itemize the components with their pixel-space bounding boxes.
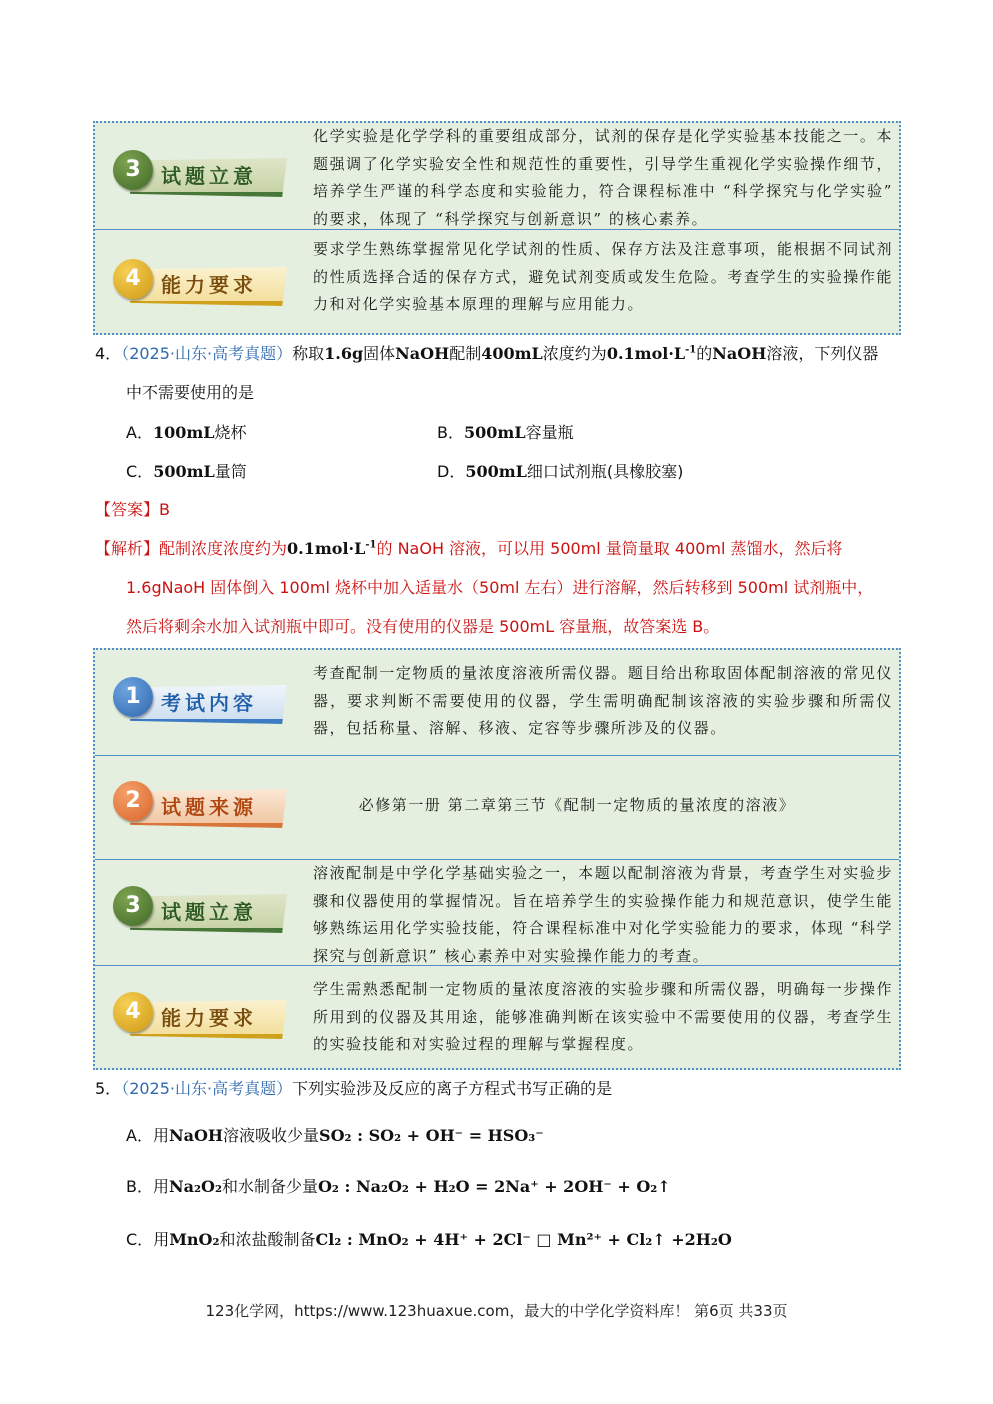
annotation-text: 必修第一册 第二章第三节《配制一定物质的量浓度的溶液》 xyxy=(358,796,796,814)
option-reagent: Na₂O₂ xyxy=(169,1177,222,1196)
stem-text: 溶液，下列仪器 xyxy=(766,344,879,363)
label-badge xyxy=(113,675,288,729)
option-key: B． xyxy=(437,423,464,442)
analysis-exponent: -1 xyxy=(365,539,377,551)
number-circle: 4 xyxy=(113,992,153,1032)
label-badge xyxy=(113,884,288,938)
option-key: C． xyxy=(126,1230,154,1249)
analysis-label: 【解析】 xyxy=(95,539,160,558)
option-text: 细口试剂瓶(具橡胶塞) xyxy=(526,462,684,481)
annotation-box-q4 xyxy=(93,648,901,1070)
label-badge xyxy=(113,257,288,311)
annotation-row-ability xyxy=(95,966,899,1070)
option-key: A． xyxy=(126,1126,153,1145)
stem-volume: 400mL xyxy=(481,344,543,363)
number-circle: 4 xyxy=(113,259,153,299)
number-circle: 2 xyxy=(113,781,153,821)
option-volume: 500mL xyxy=(463,423,526,442)
option-text: 用 xyxy=(152,1177,169,1196)
option-text: 用 xyxy=(153,1230,170,1249)
option-text: 和浓盐酸制备 xyxy=(219,1230,316,1249)
q5-option-c[interactable] xyxy=(126,1230,732,1250)
stem-text: 的 xyxy=(696,344,713,363)
label-text: 能力要求 xyxy=(161,1006,257,1030)
option-volume: 500mL xyxy=(465,462,527,481)
page-footer: 123化学网，https://www.123huaxue.com，最大的中学化学资料库！ 第6页 共33页 xyxy=(205,1302,788,1320)
label-badge xyxy=(113,990,288,1044)
annotation-row-intent xyxy=(95,123,899,229)
stem-formula: NaOH xyxy=(712,344,767,363)
q5-option-b[interactable] xyxy=(126,1177,671,1197)
stem-text: 配制 xyxy=(449,344,482,363)
answer-value: B xyxy=(159,500,170,519)
q4-option-c[interactable] xyxy=(126,462,247,482)
analysis-concentration: 0.1mol·L xyxy=(287,539,366,558)
option-volume: 100mL xyxy=(152,423,215,442)
stem-formula: NaOH xyxy=(395,344,450,363)
number-circle: 3 xyxy=(113,150,153,190)
label-badge xyxy=(113,148,288,202)
option-text: 烧杯 xyxy=(214,423,247,442)
option-text: 溶液吸收少量 xyxy=(223,1126,320,1145)
q4-option-d[interactable] xyxy=(437,462,683,482)
annotation-row-source xyxy=(95,756,899,859)
q4-analysis-line3: 然后将剩余水加入试剂瓶中即可。没有使用的仪器是 500mL 容量瓶，故答案选 B。 xyxy=(126,617,720,636)
q4-option-a[interactable] xyxy=(126,423,247,443)
label-text: 试题立意 xyxy=(161,900,257,924)
label-badge xyxy=(113,779,288,833)
option-text: 量筒 xyxy=(214,462,247,481)
q4-analysis-line1 xyxy=(95,539,843,559)
option-key: A． xyxy=(126,423,153,442)
stem-concentration: 0.1mol·L xyxy=(606,344,686,363)
annotation-row-ability xyxy=(95,230,899,335)
annotation-box-q3 xyxy=(93,121,901,335)
annotation-text: 化学实验是化学学科的重要组成部分，试剂的保存是化学实验基本技能之一。本题强调了化学实验安全性和规范性的重要性，引导学生重视化学实验操作细节，培养学生严谨的科学态度和实验能力，符合课程标准中 “科学探究与化学实验” 的要求，体现了 “科学探究与创新意识” 的核心素养。 xyxy=(313,127,893,228)
label-text: 试题来源 xyxy=(161,795,257,819)
option-text: 用 xyxy=(152,1126,169,1145)
question-source: （2025·山东·高考真题） xyxy=(121,1079,293,1098)
annotation-row-intent xyxy=(95,860,899,965)
option-text: 容量瓶 xyxy=(525,423,574,442)
option-key: C． xyxy=(126,462,154,481)
label-text: 试题立意 xyxy=(161,164,257,188)
q4-option-b[interactable] xyxy=(437,423,574,443)
question-number: 4． xyxy=(95,344,122,363)
label-text: 能力要求 xyxy=(161,273,257,297)
q5-stem xyxy=(95,1079,612,1099)
stem-text: 称取 xyxy=(292,344,325,363)
stem-text: 固体 xyxy=(363,344,396,363)
stem-text: 下列实验涉及反应的离子方程式书写正确的是 xyxy=(292,1079,613,1098)
stem-text: 浓度约为 xyxy=(542,344,607,363)
q4-stem-line1 xyxy=(95,344,878,364)
annotation-row-content xyxy=(95,650,899,755)
q4-answer xyxy=(95,500,170,520)
number-circle: 1 xyxy=(113,677,153,717)
option-key: D． xyxy=(437,462,466,481)
q5-option-a[interactable] xyxy=(126,1126,544,1146)
analysis-text: 的 NaOH 溶液，可以用 500ml 量筒量取 400ml 蒸馏水，然后将 xyxy=(376,539,843,558)
question-source: （2025·山东·高考真题） xyxy=(121,344,293,363)
label-text: 考试内容 xyxy=(161,691,257,715)
annotation-text: 考查配制一定物质的量浓度溶液所需仪器。题目给出称取固体配制溶液的常见仪器，要求判断不需要使用的仪器，学生需明确配制该溶液的实验步骤和所需仪器，包括称量、溶解、移液、定容等步骤所涉及的仪器。 xyxy=(313,664,893,737)
option-equation: Cl₂ : MnO₂ + 4H⁺ + 2Cl⁻ □ Mn²⁺ + Cl₂↑ +2H₂O xyxy=(315,1230,732,1249)
option-volume: 500mL xyxy=(153,462,215,481)
analysis-text: 配制浓度浓度约为 xyxy=(159,539,288,558)
q4-stem-line2: 中不需要使用的是 xyxy=(126,383,255,402)
annotation-text: 学生需熟悉配制一定物质的量浓度溶液的实验步骤和所需仪器，明确每一步操作所用到的仪器及其用途，能够准确判断在该实验中不需要使用的仪器，考查学生的实验技能和对实验过程的理解与掌握程度。 xyxy=(313,980,893,1053)
stem-exponent: -1 xyxy=(685,344,697,356)
option-reagent: NaOH xyxy=(168,1126,224,1145)
number-circle: 3 xyxy=(113,886,153,926)
option-equation: SO₂ : SO₂ + OH⁻ = HSO₃⁻ xyxy=(319,1126,544,1145)
option-key: B． xyxy=(126,1177,153,1196)
annotation-text: 要求学生熟练掌握常见化学试剂的性质、保存方法及注意事项，能根据不同试剂的性质选择合适的保存方式，避免试剂变质或发生危险。考查学生的实验操作能力和对化学实验基本原理的理解与应用能力。 xyxy=(313,240,893,313)
option-reagent: MnO₂ xyxy=(169,1230,220,1249)
option-text: 和水制备少量 xyxy=(221,1177,318,1196)
option-equation: O₂ : Na₂O₂ + H₂O = 2Na⁺ + 2OH⁻ + O₂↑ xyxy=(317,1177,671,1196)
answer-label: 【答案】 xyxy=(95,500,160,519)
annotation-text: 溶液配制是中学化学基础实验之一，本题以配制溶液为背景，考查学生对实验步骤和仪器使用的掌握情况。旨在培养学生的实验操作能力和规范意识，使学生能够熟练运用化学实验技能，符合课程标准中对化学实验能力的要求，体现 “科学探究与创新意识” 核心素养中对实验操作能力的考查。 xyxy=(313,864,893,965)
q4-analysis-line2: 1.6gNaoH 固体倒入 100ml 烧杯中加入适量水（50ml 左右）进行溶解，然后转移到 500ml 试剂瓶中， xyxy=(126,578,874,597)
question-number: 5． xyxy=(95,1079,122,1098)
stem-mass: 1.6g xyxy=(324,344,364,363)
